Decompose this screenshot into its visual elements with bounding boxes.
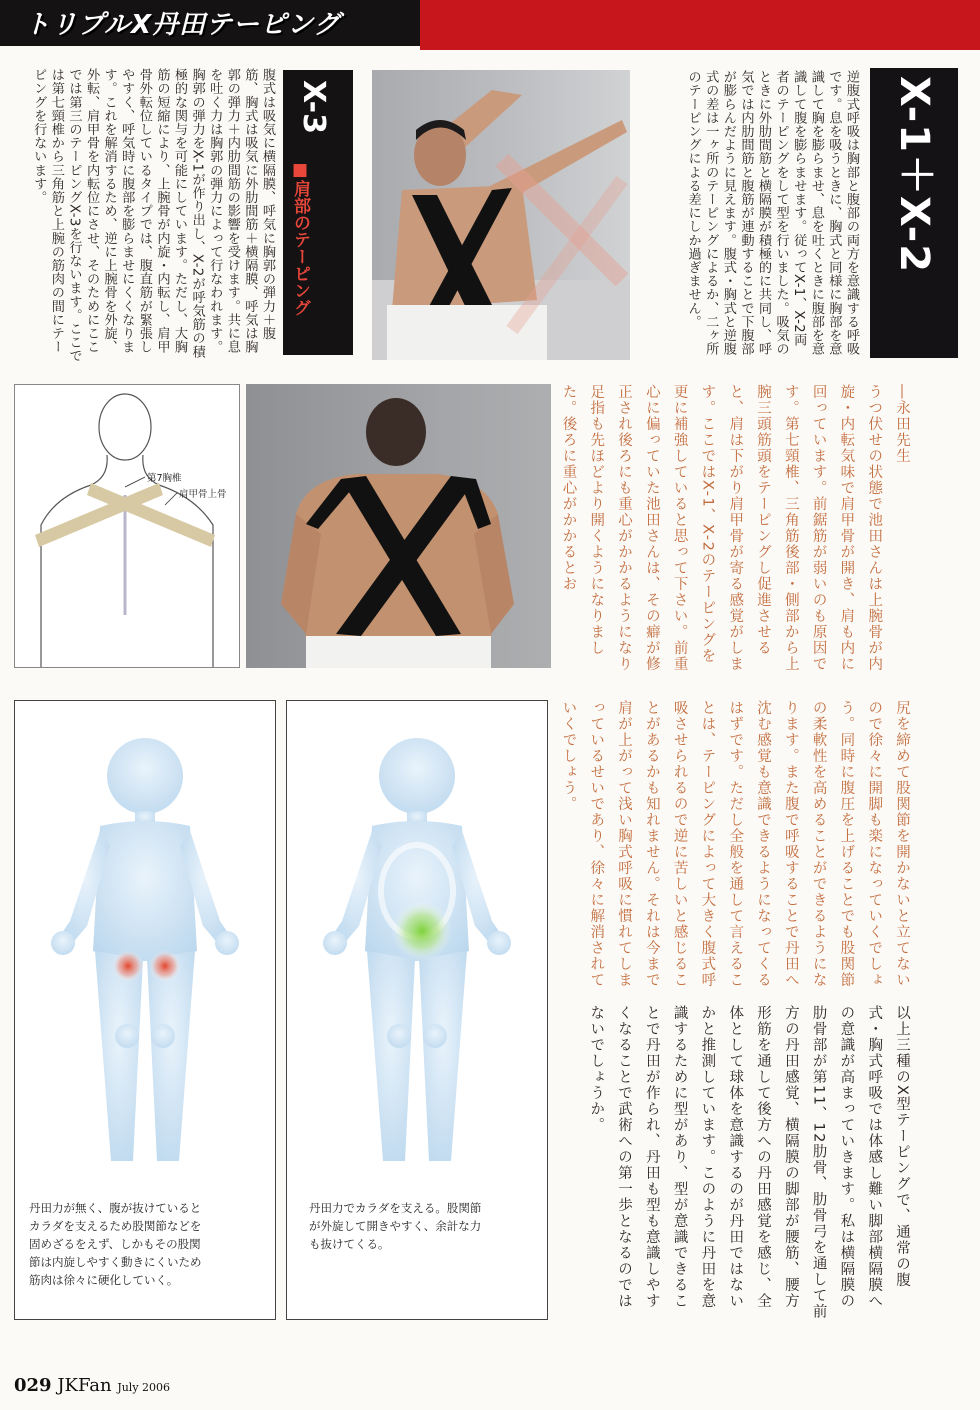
body-silhouette-hip-tension [15, 721, 274, 1191]
section-title-x3-subtitle: ■肩部のテーピング [290, 160, 310, 316]
shoulder-taping-diagram [14, 384, 240, 668]
back-outline-illustration [15, 385, 239, 667]
quote-attribution: ―永田先生 [894, 384, 910, 464]
magazine-name: JKFan [57, 1375, 112, 1396]
photo-back-x-taping-illustration [246, 384, 551, 668]
quote-body: うつ伏せの状態で池田さんは上腕骨が内旋・内転気味で肩甲骨が開き、肩も内に回っています。前鋸筋が弱いのも原因です。第七頸椎、三角筋後部・側部から上腕三頭筋頭をテーピングし促進させると、肩は下がり肩甲骨が寄る感覚がします。ここではX-1、X-2のテーピングを更に補強していると思って下さい。前重心に偏っていた池田さんは、その癖が修正され後ろにも重心がかかるようになり足指も先ほどより開くようになりました。後ろに重心がかかるとお [560, 384, 883, 672]
header-rule [420, 46, 980, 50]
page-number: 029 [14, 1375, 52, 1396]
section-x3-text: 腹式は吸気に横隔膜、呼気に胸郭の弾力＋腹筋、胸式は吸気に外肋間筋＋横隔膜、呼気は胸郭の弾力＋内肋間筋の影響を受けます。共に息を吐く力は胸郭の弾力によって行なわれます。胸郭の弾力をX-1が作り出し、X-2が呼気筋の積極的な関与を可能にしています。ただし、大胸筋の短縮により、上腕骨が内旋・内転し、肩甲骨外転位しているタイプでは、腹直筋が緊張しやすく、呼気時に腹部を膨らませにくくなります。これを解消するため、逆に上腕骨を外旋、外転、肩甲骨を内転位にさせ、そのためにここでは第三のテーピングX-3を行ないます。ここでは第七頸椎から三角筋と上腕の筋肉の間にテーピングを行ないます。 [31, 68, 275, 363]
photo-kata-pose-illustration [372, 70, 630, 360]
photo-kata-pose [372, 70, 630, 360]
quote-text-continued: 尻を締めて股関節を開かないと立てないので徐々に開脚も楽になっていくでしょう。同時に腹圧を上げることでも股関節の柔軟性を高めることができるようになります。また腹で呼吸することで丹田へ沈む感覚も意識できるようになってくるはずです。ただし全般を通して言えることは、テーピングによって大きく腹式呼吸させられるので逆に苦しいと感じることがあるかも知れません。それは今まで肩が上がって浅い胸式呼吸に慣れてしまっているせいであり、徐々に解消されていくでしょう。 [560, 700, 910, 988]
figure-no-dantian [14, 700, 276, 1320]
section-title-x3 [283, 70, 353, 355]
section-title-x1-x2-label: X-1＋X-2 [891, 76, 937, 275]
header-red-band [380, 0, 980, 46]
figure-with-dantian [286, 700, 548, 1320]
section-x1-x2-text: 逆腹式呼吸は胸部と腹部の両方を意識する呼吸です。息を吸うときに、胸式と同様に胸部を意識して胸を膨らませ、息を吐くときに腹部を意識して腹を膨らませます。従ってX-1、X-2両者のテーピングをして型を行いました。吸気のときに外肋間筋と横隔膜が積極的に共同し、呼気では内肋間筋と腹筋が連動することで下腹部が膨らんだように見えます。腹式・胸式と逆腹式の差は一ヶ所のテーピングによるか、二ヶ所のテーピングによる差にしか過ぎません。 [685, 70, 859, 356]
section-title-x3-number: X-3 [296, 80, 331, 135]
figure-right-caption: 丹田力でカラダを支える。股関節 が外旋して開きやすく、余計な力 も抜けてくる。 [309, 1201, 482, 1251]
figure-left-caption: 丹田力が無く、腹が抜けていると カラダを支えるため股関節などを 固めざるをえず、しかもその股関 節は内旋しやすく動きにくいため 筋肉は徐々に硬化していく。 [29, 1201, 202, 1287]
issue-date: July 2006 [117, 1381, 171, 1394]
section-title-x1-x2 [870, 68, 958, 358]
body-silhouette-dantian-support [287, 721, 546, 1191]
diagram-label-scapula: 肩甲骨上骨 [179, 489, 227, 500]
page-title: トリプルX丹田テーピング [24, 10, 341, 40]
page-folio [14, 1375, 170, 1396]
quote-text [560, 384, 915, 674]
diagram-label-t7: 第7胸椎 [147, 473, 182, 484]
photo-back-x-taping [246, 384, 551, 668]
conclusion-text: 以上三種のX型テーピングで、通常の腹式・胸式呼吸では体感し難い脚部横隔膜への意識が高まっていきます。私は横隔膜の肋骨部が第11、12肋骨、肋骨弓を通して前方の丹田感覚、横隔膜の脚部が腰筋、腰方形筋を通して後方への丹田感覚を感じ、全体として球体を意識するのが丹田ではないかと推測しています。このように丹田を意識するために型があり、型が意識できることで丹田が作られ、丹田も型も意識しやすくなることで武術への第一歩となるのではないでしょうか。 [588, 1005, 910, 1320]
